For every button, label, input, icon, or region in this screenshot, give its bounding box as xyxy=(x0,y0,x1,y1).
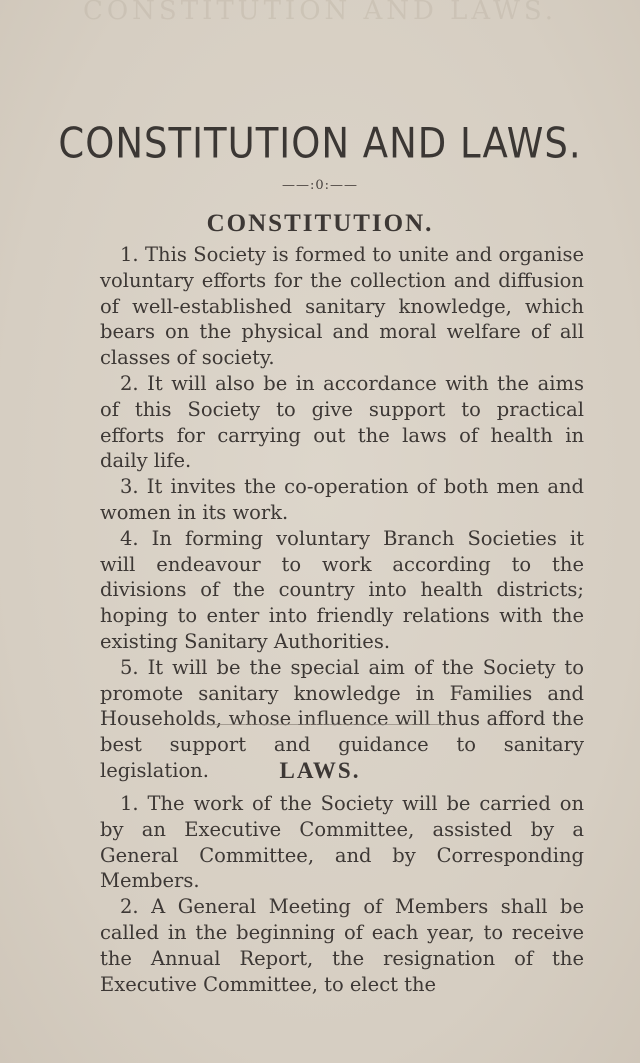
constitution-article-2: 2. It will also be in accordance with the aims of this Society to give support to practical efforts for carrying out the laws of health in daily life. xyxy=(100,371,584,473)
law-2: 2. A General Meeting of Members shall be called in the beginning of each year, to receive the Annual Report, the resignation of the Executive Committee, to elect the xyxy=(100,895,584,996)
constitution-article-3: 3. It invites the co-operation of both men and women in its work. xyxy=(100,475,584,524)
constitution-article-1: 1. This Society is formed to unite and organise voluntary efforts for the collection and diffusion of well-established sanitary knowledge, which bears on the physical and moral welfare of all classes of society. xyxy=(100,243,584,370)
laws-heading: LAWS. xyxy=(279,758,361,783)
section-divider xyxy=(198,724,442,725)
constitution-section xyxy=(100,242,584,784)
law-1: 1. The work of the Society will be carried on by an Executive Committee, assisted by a General Committee, and by Corresponding Members. xyxy=(100,792,584,893)
bleed-through-header: CONSTITUTION AND LAWS. xyxy=(82,0,558,26)
constitution-article-4: 4. In forming voluntary Branch Societies it will endeavour to work according to the divisions of the country into health districts; hoping to enter into friendly relations with the existing Sanitary Authorities. xyxy=(100,526,584,653)
page-title: CONSTITUTION AND LAWS. xyxy=(58,119,582,168)
title-ornament: ——:0:—— xyxy=(281,178,359,193)
constitution-heading: CONSTITUTION. xyxy=(206,210,434,237)
constitution-article-5: 5. It will be the special aim of the Society to promote sanitary knowledge in Families and Households, whose influence will thus afford the best support and guidance to sanitary legislation. xyxy=(100,655,584,782)
laws-section xyxy=(100,791,584,997)
